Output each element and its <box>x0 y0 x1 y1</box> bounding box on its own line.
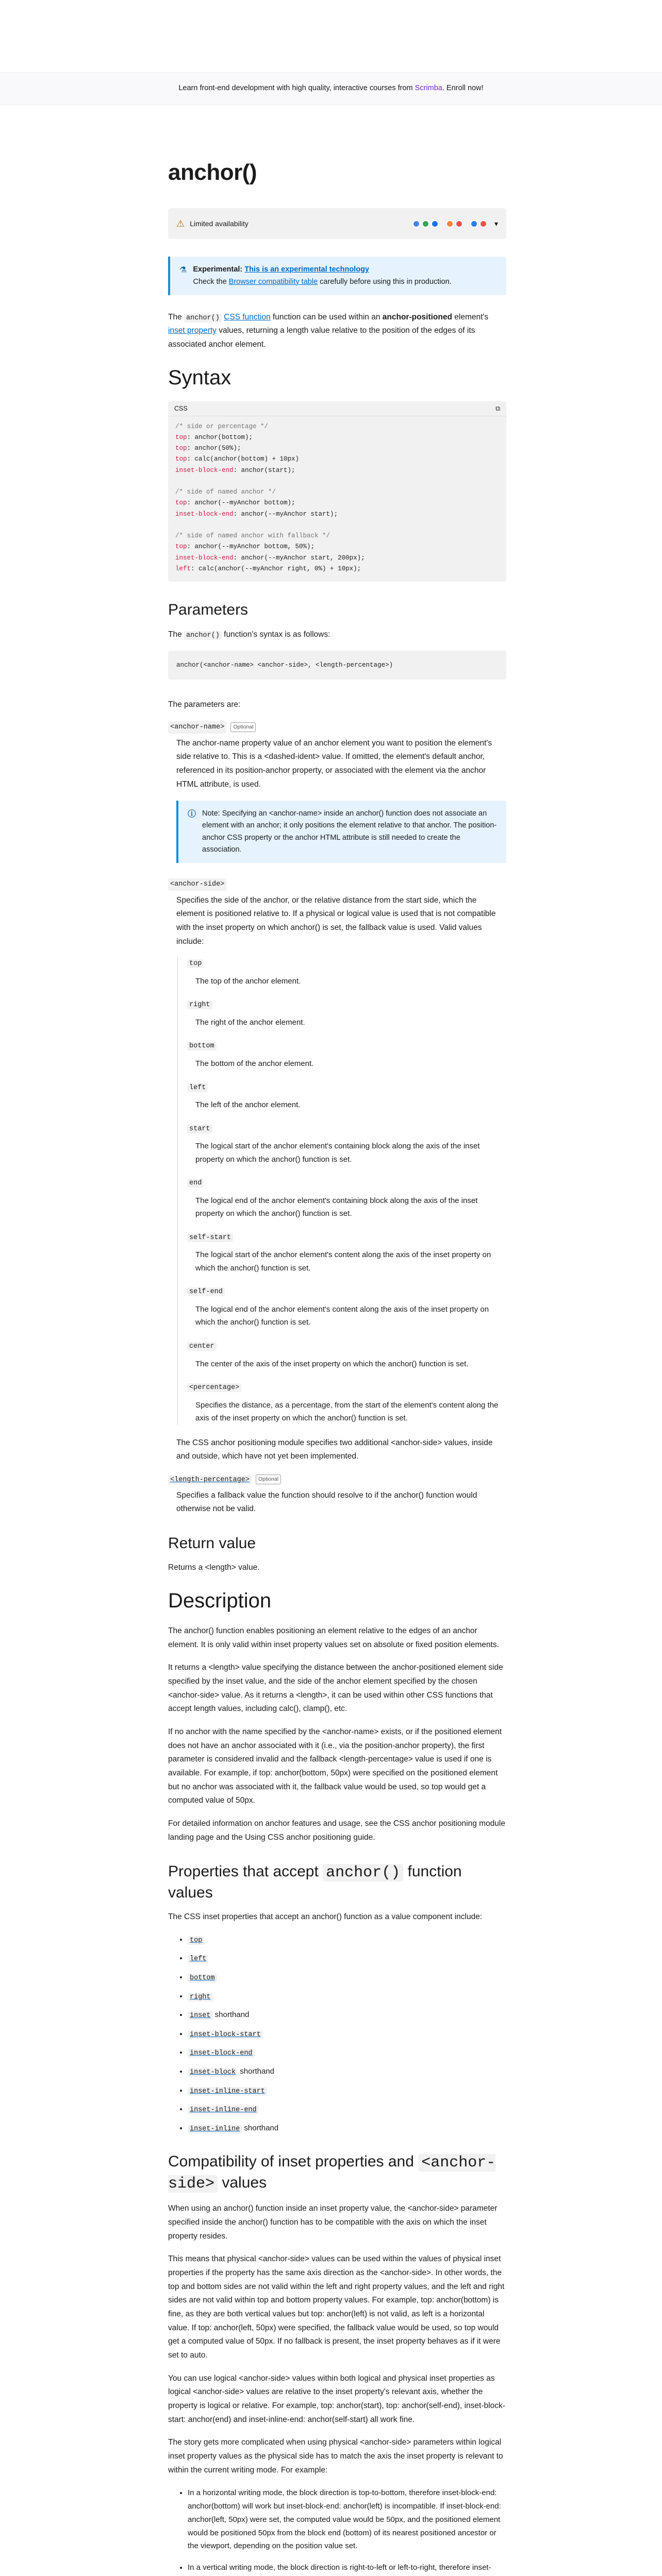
value-key: end <box>187 1177 506 1189</box>
compat-p4: The story gets more complicated when using physical <anchor-side> parameters within logical inset property values as the physical side has to match the axis the inset property is relevant to within the current writing mode. For example: <box>168 2438 503 2475</box>
browser-icons-3 <box>470 220 487 228</box>
anchor-side-value <box>187 1232 506 1275</box>
inset-property-link[interactable]: inset property <box>168 326 217 335</box>
browser-icons <box>412 220 439 228</box>
anchor-side-value <box>187 1382 506 1425</box>
samsung-icon <box>470 220 478 228</box>
flask-icon: ⚗ <box>179 266 187 275</box>
page-title: anchor() <box>168 160 257 185</box>
inset-property-link[interactable]: bottom <box>188 1973 217 1981</box>
info-icon: ⓘ <box>188 810 196 819</box>
props-list-item <box>188 1952 506 1965</box>
value-key: bottom <box>187 1040 506 1052</box>
chevron-down-icon[interactable]: ▾ <box>494 219 498 228</box>
anchor-side-value <box>187 1177 506 1221</box>
compat-p2: This means that physical <anchor-side> values can be used within the values of physical inset properties if the property has the same axis direction as the <anchor-side>. In other words, the top and bottom sides are not valid within the left and right property values, and the left and right sides are not valid within top and bottom property values. For example, top: anchor(bottom) is fine, as they are both vertical values but top: anchor(left) is not valid, as left is a horizontal value. If top: anchor(left, 50px) were specified, the fallback value would be used, so top would get a computed value of 50px. If no fallback is present, the inset property behaves as if it were set to auto. <box>168 2255 505 2360</box>
intro-code: anchor() <box>184 314 222 323</box>
anchor-name-desc: The anchor-name property value of an anchor element you want to position the element's side relative to. This is a <dashed-ident> value. If omitted, the element's default anchor, referenced in its position-anchor property, or associated with the element via the anchor HTML attribute, is used. <box>176 738 492 789</box>
availability-label: Limited availability <box>190 219 249 228</box>
anchor-side-value <box>187 958 506 988</box>
props-intro: The CSS inset properties that accept an anchor() function as a value component include: <box>168 1912 483 1922</box>
page-top-spacer <box>0 0 662 72</box>
code-line: inset-block-end: anchor(start); <box>175 466 295 474</box>
compat-bullets <box>188 2486 506 2576</box>
copy-icon[interactable]: ⧉ <box>495 404 500 412</box>
props-list-item <box>188 2103 506 2116</box>
availability-bar[interactable] <box>168 208 506 239</box>
anchor-side-value <box>187 1341 506 1370</box>
value-desc: Specifies the distance, as a percentage, from the start of the element's content along the axis of the inset property on which the anchor() function is set. <box>195 1400 499 1423</box>
props-list-item: • inset-block shorthand <box>188 2065 506 2078</box>
anchor-side-after: The CSS anchor positioning module specifies two additional <anchor-side> values, inside and outside, which have not yet been implemented. <box>176 1438 493 1461</box>
anchor-side-desc: Specifies the side of the anchor, or the relative distance from the start side, which the element is positioned relative to. If a physical or logical value is used that is not compatible with the inset property on which anchor() is set, the fallback value is used. Valid values include: <box>176 895 496 946</box>
code-line <box>175 520 499 531</box>
compat-p1: When using an anchor() function inside an inset property value, the <anchor-side> parameter specified inside the anchor() function has to be compatible with the axis on which the inset property resides. <box>168 2204 498 2241</box>
banner-link[interactable]: Scrimba <box>415 84 442 93</box>
anchor-side-term: <anchor-side> <box>168 878 506 891</box>
code-lang: CSS <box>174 404 188 412</box>
inset-property-link[interactable]: inset-block <box>188 2067 238 2076</box>
code-line: top: calc(anchor(bottom) + 10px) <box>175 455 300 463</box>
length-percentage-desc: Specifies a fallback value the function should resolve to if the anchor() function would otherwise not be valid. <box>176 1490 477 1514</box>
syntax-line: anchor(<anchor-name> <anchor-side>, <length-percentage>) <box>168 651 506 680</box>
value-key: left <box>187 1082 506 1094</box>
value-desc: The logical start of the anchor element's content along the axis of the inset property on which the anchor() function is set. <box>195 1250 491 1273</box>
value-key: <percentage> <box>187 1382 506 1394</box>
anchor-side-values <box>177 958 506 1425</box>
note-text-b: carefully before using this in production. <box>318 277 452 286</box>
inset-property-link[interactable]: inset-inline-start <box>188 2086 267 2095</box>
mobile-icon <box>479 220 487 228</box>
props-list-item <box>188 2046 506 2059</box>
inset-property-link[interactable]: inset-inline-end <box>188 2105 259 2113</box>
syntax-heading: Syntax <box>168 366 231 389</box>
opera-icon <box>455 220 463 228</box>
code-line: /* side or percentage */ <box>175 422 269 430</box>
props-list <box>188 1934 506 2135</box>
parameters-intro: The anchor() function's syntax is as follows: <box>168 630 330 639</box>
compat-bullet: • In a horizontal writing mode, the block direction is top-to-bottom, therefore inset-block-end: anchor(bottom) will work but inset-block-end: anchor(left) is incompatible. If inset-block-end: anchor(left, 50px) were set, the computed value would be 50px, and the positioned element would be positioned 50px from the block end (bottom) of its nearest positioned ancestor or the viewport, depending on the position value set. <box>188 2486 506 2553</box>
description-p3: If no anchor with the name specified by the <anchor-name> exists, or if the positioned element does not have an anchor associated with it (i.e., via the position-anchor property), the first parameter is considered invalid and the fallback <length-percentage> value is used if one is available. For example, if top: anchor(bottom, 50px) were specified on the positioned element but no anchor was associated with it, the fallback value would be used, so top would get a computed value of 50px. <box>168 1727 502 1805</box>
inset-property-link[interactable]: right <box>188 1992 213 2001</box>
description-p4: For detailed information on anchor features and usage, see the CSS anchor positioning module landing page and the Using CSS anchor positioning guide. <box>168 1819 505 1842</box>
syntax-code <box>168 416 506 582</box>
inset-property-link[interactable]: inset-block-end <box>188 2048 255 2057</box>
anchor-name-term: <anchor-name> Optional <box>168 721 506 734</box>
value-desc: The logical start of the anchor element's containing block along the axis of the inset property on which the anchor() function is set. <box>195 1142 480 1164</box>
browser-icons-2 <box>446 220 463 228</box>
length-percentage-term <box>168 1473 506 1486</box>
experimental-link[interactable]: This is an experimental technology <box>244 265 369 274</box>
code-line: top: anchor(bottom); <box>175 433 253 441</box>
compat-p3: You can use logical <anchor-side> values within both logical and physical inset properties as logical <anchor-side> values are relative to the inset property's relevant axis, whether the property is logical or relative. For example, top: anchor(start), top: anchor(self-end), inset-block-start: anchor(end) and inset-inline-end: anchor(self-start) all work fine. <box>168 2374 505 2424</box>
note-text-a: Check the <box>193 277 229 286</box>
length-percentage-link[interactable]: <length-percentage> <box>168 1473 252 1486</box>
note-prefix: Experimental: <box>193 265 245 274</box>
props-list-item: • inset-inline shorthand <box>188 2122 506 2135</box>
inset-property-link[interactable]: inset-inline <box>188 2124 242 2132</box>
value-desc: The bottom of the anchor element. <box>195 1059 314 1069</box>
value-key: start <box>187 1123 506 1135</box>
inset-property-link[interactable]: top <box>188 1935 204 1944</box>
value-key: self-start <box>187 1232 506 1244</box>
value-key: self-end <box>187 1286 506 1298</box>
anchor-side-value <box>187 1286 506 1329</box>
optional-badge: Optional <box>230 722 256 732</box>
syntax-code-block <box>168 401 506 582</box>
promo-banner <box>0 72 662 105</box>
anchor-side-value <box>187 1123 506 1166</box>
return-value-text: Returns a <length> value. <box>168 1563 260 1572</box>
inset-property-link[interactable]: inset-block-start <box>188 2029 263 2038</box>
value-key: right <box>187 999 506 1011</box>
anchor-name-note <box>176 801 506 863</box>
compat-bullet: • In a vertical writing mode, the block direction is right-to-left or left-to-right, therefore inset- <box>188 2561 506 2576</box>
inset-property-link[interactable]: inset <box>188 2010 213 2019</box>
value-desc: The right of the anchor element. <box>195 1018 305 1027</box>
css-function-link[interactable]: CSS function <box>224 312 271 321</box>
code-line: inset-block-end: anchor(--myAnchor start); <box>175 510 338 518</box>
value-desc: The center of the axis of the inset property on which the anchor() function is set. <box>195 1359 469 1368</box>
code-line: top: anchor(--myAnchor bottom, 50%); <box>175 543 315 551</box>
description-p1: The anchor() function enables positioning an element relative to the edges of an anchor element. It is only valid within inset property values set on absolute or fixed position elements. <box>168 1626 499 1649</box>
main-content <box>168 155 506 2576</box>
code-line: /* side of named anchor */ <box>175 488 276 496</box>
warning-icon: ⚠ <box>176 218 185 229</box>
props-list-item <box>188 1934 506 1946</box>
intro-paragraph: The anchor() CSS function function can be used within an anchor-positioned element's inset property values, returning a length value relative to the position of the edges of its associated anchor element. <box>168 312 489 349</box>
anchor-side-value <box>187 1082 506 1112</box>
chrome-icon <box>412 220 420 228</box>
description-p2: It returns a <length> value specifying the distance between the anchor-positioned element side specified by the inset value, and the side of the anchor element specified by the chosen <anchor-side> value. As it returns a <length>, it can be used within other CSS functions that accept length values, including calc(), clamp(), etc. <box>168 1663 503 1714</box>
anchor-side-value <box>187 999 506 1029</box>
code-line: /* side of named anchor with fallback */ <box>175 532 330 540</box>
return-value-heading: Return value <box>168 1534 256 1552</box>
value-desc: The left of the anchor element. <box>195 1100 301 1110</box>
parameters-heading: Parameters <box>168 601 249 619</box>
code-line: top: anchor(50%); <box>175 445 241 452</box>
props-list-item <box>188 2028 506 2041</box>
anchor-side-value <box>187 1040 506 1070</box>
compat-table-link[interactable]: Browser compatibility table <box>228 277 318 286</box>
props-heading: Properties that accept anchor() function values <box>168 1863 462 1901</box>
code-line <box>175 476 499 487</box>
banner-text: Learn front-end development with high quality, interactive courses from Scrimba. Enroll now! <box>178 84 484 93</box>
props-list-item <box>188 2084 506 2097</box>
inset-property-link[interactable]: left <box>188 1954 208 1962</box>
code-line: left: calc(anchor(--myAnchor right, 0%) + 10px); <box>175 565 361 572</box>
firefox-icon <box>446 220 454 228</box>
safari-icon <box>431 220 439 228</box>
value-key: top <box>187 958 506 970</box>
compat-heading: Compatibility of inset properties and <anchor-side> values <box>168 2153 496 2193</box>
value-desc: The top of the anchor element. <box>195 976 301 986</box>
edge-icon <box>422 220 429 228</box>
props-list-item <box>188 1990 506 2003</box>
value-desc: The logical end of the anchor element's content along the axis of the inset property on which the anchor() function is set. <box>195 1304 489 1327</box>
props-list-item <box>188 1971 506 1984</box>
experimental-note <box>168 257 506 295</box>
note-text: Note: Specifying an <anchor-name> inside an anchor() function does not associate an element with an anchor; it only positions the element relative to that anchor. The position-anchor CSS property or the anchor HTML attribute is still needed to create the association. <box>202 809 497 854</box>
parameters-are: The parameters are: <box>168 700 241 709</box>
value-desc: The logical end of the anchor element's containing block along the axis of the inset property on which the anchor() function is set. <box>195 1196 478 1218</box>
optional-badge: Optional <box>256 1475 281 1484</box>
props-list-item: • inset shorthand <box>188 2009 506 2022</box>
description-heading: Description <box>168 1589 272 1613</box>
code-line: top: anchor(--myAnchor bottom); <box>175 499 295 507</box>
value-key: center <box>187 1341 506 1352</box>
code-line: inset-block-end: anchor(--myAnchor start, 200px); <box>175 554 365 562</box>
